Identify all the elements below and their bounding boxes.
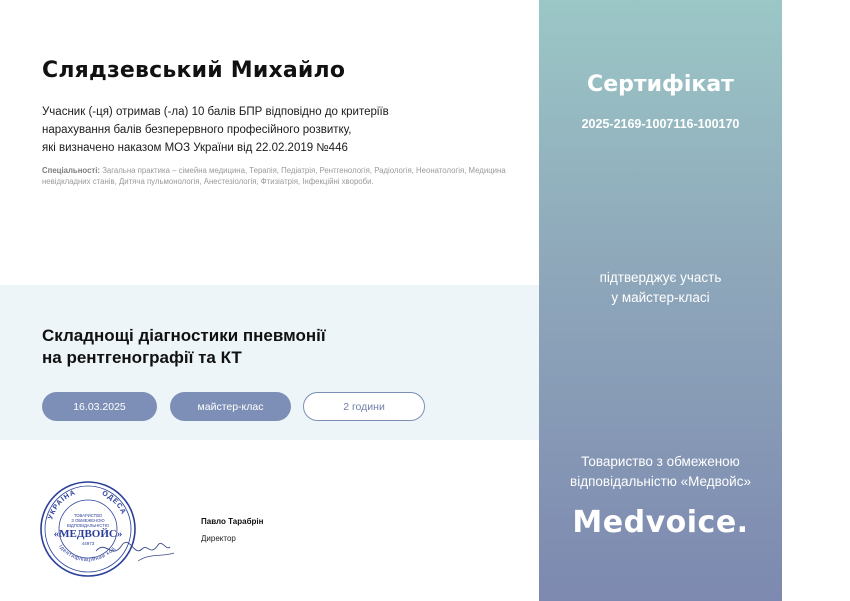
participant-name: Слядзевський Михайло xyxy=(42,58,346,83)
signer-name: Павло Тарабрін xyxy=(201,517,264,526)
stamp-inner-line: ТОВАРИСТВО xyxy=(73,513,103,518)
date-badge: 16.03.2025 xyxy=(42,392,157,421)
stamp-code-label: Ідентифікаційний код xyxy=(57,543,117,564)
signer-role: Директор xyxy=(201,534,236,543)
svg-text:ОДЕСА xyxy=(101,490,127,516)
specialties xyxy=(42,166,532,187)
organization-line: відповідальністю «Медвойс» xyxy=(570,474,751,489)
specialties-text: Загальна практика – сімейна медицина, Терапія, Педіатрія, Рентгенологія, Радіологія, Неонатологія, Медицина невідкладних станів, Дитяча пульмонологія, Анестезіологія, Фтизіатрія, Інфекційні хвороби. xyxy=(42,166,506,186)
confirmation-line: підтверджує участь xyxy=(599,270,722,285)
stamp-code: 44973 xyxy=(81,541,95,546)
svg-text:Ідентифікаційний код xyxy=(57,544,117,563)
description-line: нарахування балів безперервного професійного розвитку, xyxy=(42,124,352,136)
certificate-number: 2025-2169-1007116-100170 xyxy=(581,117,740,131)
certificate-title: Сертифікат xyxy=(587,72,734,97)
stamp-inner-line: З ОБМЕЖЕНОЮ xyxy=(71,518,105,523)
organization-line: Товариство з обмеженою xyxy=(581,454,740,469)
stamp-country: УКРАЇНА xyxy=(47,489,78,521)
confirmation-text xyxy=(539,268,782,308)
organization-name xyxy=(539,452,782,492)
course-title-line: Складнощі діагностики пневмонії xyxy=(42,326,326,345)
participant-description xyxy=(42,103,462,157)
stamp-city: ОДЕСА xyxy=(100,489,127,517)
description-line: Учасник (-ця) отримав (-ла) 10 балів БПР відповідно до критеріїв xyxy=(42,106,389,118)
certificate-sidebar xyxy=(539,0,782,601)
course-title-line: на рентгенографії та КТ xyxy=(42,348,242,367)
confirmation-line: у майстер-класі xyxy=(611,290,710,305)
description-line: які визначено наказом МОЗ України від 22.02.2019 №446 xyxy=(42,142,348,154)
format-badge: майстер-клас xyxy=(170,392,291,421)
stamp-center: «МЕДВОЙС» xyxy=(53,528,123,540)
company-stamp xyxy=(38,479,178,579)
course-title xyxy=(42,325,462,369)
signature-underline xyxy=(138,553,174,561)
medvoice-logo: Medvoice. xyxy=(572,505,749,540)
stamp-inner-line: ВІДПОВІДАЛЬНІСТЮ xyxy=(66,523,110,528)
duration-badge: 2 години xyxy=(303,392,425,421)
specialties-label: Спеціальності: xyxy=(42,166,101,175)
